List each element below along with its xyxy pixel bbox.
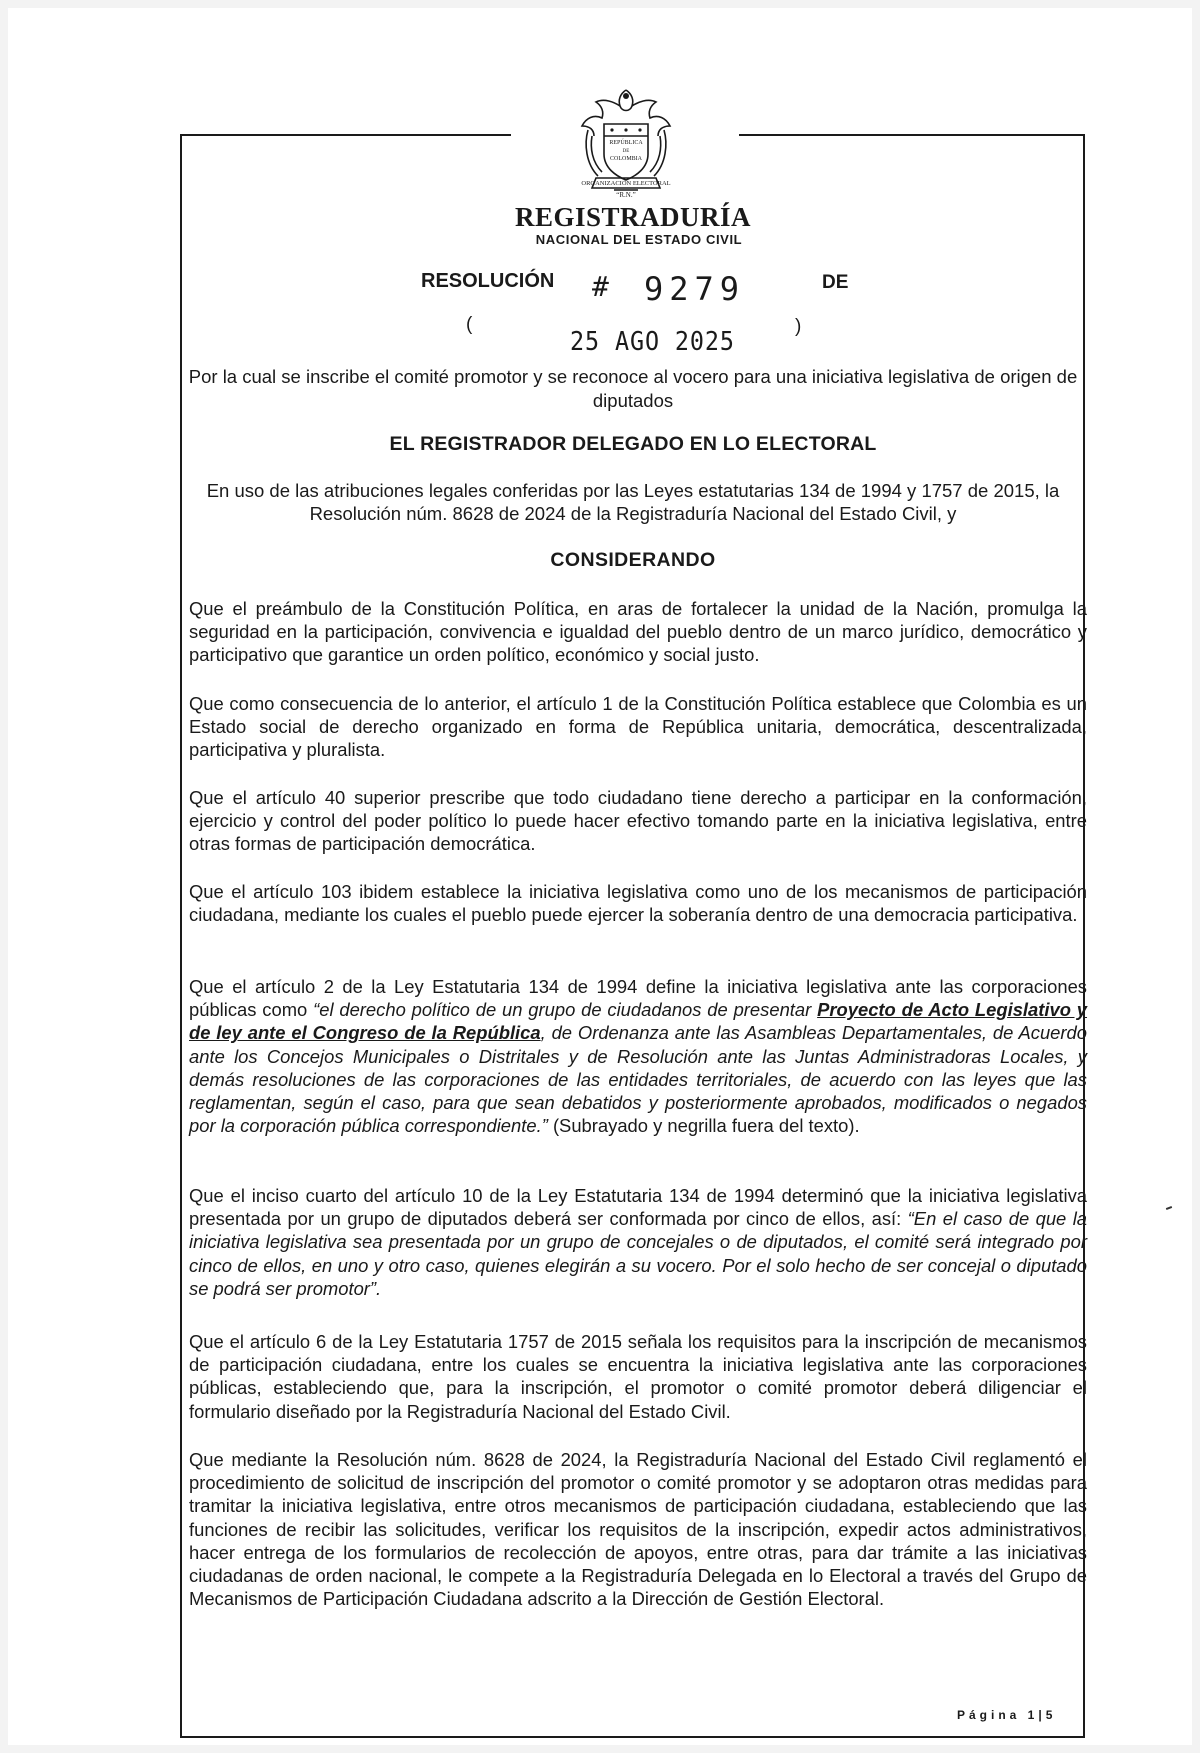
margin-mark [1166,1206,1172,1210]
paragraph-resolution-8628: Que mediante la Resolución núm. 8628 de 2024, la Registraduría Nacional del Estado Civil reglamentó el procedimiento de solicitud de inscripción del promotor o comité promotor y se adoptaron otras medidas para tramitar la iniciativa legislativa, entre otros mecanismos de participación ciudadana, estableciendo que las funciones de recibir las solicitudes, verificar los requisitos de la inscripción, expedir actos administrativos, hacer entrega de los formularios de recolección de apoyos, entre otras, para dar trámite a las iniciativas ciudadanas de orden nacional, le compete a la Registraduría Delegada en lo Electoral a través del Grupo de Mecanismos de Participación Ciudadana adscrito a la Dirección de Gestión Electoral. [189,1449,1087,1610]
document-page [8,8,1192,1745]
date-paren-close: ) [795,316,802,337]
paragraph-law-134-article-10 [189,1184,1087,1300]
resolution-de: DE [822,272,849,293]
p5-intro: Que el artículo 2 de la Ley Estatutaria 134 de 1994 define la iniciativa legislativa ante las corporaciones públicas como [189,976,1087,1021]
legal-attributions: En uso de las atribuciones legales conferidas por las Leyes estatutarias 134 de 1994 y 1757 de 2015, la Resolución núm. 8628 de 2024 de la Registraduría Nacional del Estado Civil, y [206,480,1060,524]
date-paren-open: ( [466,314,473,335]
issuing-authority: EL REGISTRADOR DELEGADO EN LO ELECTORAL [389,433,877,455]
p6-intro: Que el inciso cuarto del artículo 10 de la Ley Estatutaria 134 de 1994 determinó que la iniciativa legislativa presentada por un grupo de diputados deberá ser conformada por cinco de ellos, así: [189,1185,1087,1230]
svg-text:DE: DE [622,149,630,154]
paragraph-article-1: Que como consecuencia de lo anterior, el artículo 1 de la Constitución Política establece que Colombia es un Estado social de derecho organizado en forma de República unitaria, democrática, descentralizada, participativa y pluralista. [189,693,1087,761]
paragraph-article-103: Que el artículo 103 ibidem establece la iniciativa legislativa como uno de los mecanismos de participación ciudadana, mediante los cuales el pueblo puede ejercer la soberanía dentro de una democracia participativa. [189,881,1087,926]
resolution-subject: Por la cual se inscribe el comité promotor y se reconoce al vocero para una iniciativa legislativa de origen de diputados [188,366,1078,411]
p6-quote: “En el caso de que la iniciativa legislativa sea presentada por un grupo de concejales o de diputados, el comité será integrado por cinco de ellos, en uno y otro caso, quienes elegirán a su vocero. Por el solo hecho de ser concejal o diputado se podrá ser promotor”. [189,1208,1088,1299]
p5-quote-emphasis: Proyecto de Acto Legislativo y de ley ante el Congreso de la República [189,999,1088,1044]
p5-quote-end: , de Ordenanza ante las Asambleas Departamentales, de Acuerdo ante los Concejos Municipales o Distritales y de Resolución ante las Juntas Administradoras Locales, y demás resoluciones de las corporaciones de las entidades territoriales, de acuerdo con las leyes que las reglamentan, según el caso, para que sean debatidos y posteriormente aprobados, modificados o negados por la corporación pública correspondiente.” [189,1022,1087,1137]
p5-quote-start: “el derecho político de un grupo de ciudadanos de presentar [313,999,818,1021]
coat-of-arms-seal-icon [574,84,678,202]
resolution-label: RESOLUCIÓN [421,270,555,292]
issuer-brand [428,202,838,248]
p5-note: (Subrayado y negrilla fuera del texto). [547,1115,860,1137]
svg-text:REPÚBLICA: REPÚBLICA [609,140,643,146]
svg-text:“R.N.”: “R.N.” [616,191,636,199]
resolution-number: 9279 [644,270,746,308]
brand-subtitle: NACIONAL DEL ESTADO CIVIL [535,232,743,247]
paragraph-preamble: Que el preámbulo de la Constitución Política, en aras de fortalecer la unidad de la Nación, promulga la seguridad en la participación, convivencia e igualdad del pueblo dentro de un marco jurídico, democrático y participativo que garantice un orden político, económico y social justo. [189,598,1087,666]
brand-name: REGISTRADURÍA [514,202,752,232]
svg-text:COLOMBIA: COLOMBIA [609,156,643,162]
section-heading-considerando: CONSIDERANDO [550,549,716,571]
resolution-hash: # [592,270,609,303]
paragraph-law-134-article-2 [189,975,1087,1137]
page-number: Página 1|5 [957,1708,1057,1722]
resolution-date-stamp: 25 AGO 2025 [570,327,735,357]
paragraph-law-1757-article-6: Que el artículo 6 de la Ley Estatutaria 1757 de 2015 señala los requisitos para la inscripción de mecanismos de participación ciudadana, entre los cuales se encuentra la iniciativa legislativa ante las corporaciones públicas, estableciendo que, para la inscripción, el promotor o comité promotor deberá diligenciar el formulario diseñado por la Registraduría Nacional del Estado Civil. [189,1331,1087,1422]
svg-text:ORGANIZACIÓN ELECTORAL: ORGANIZACIÓN ELECTORAL [581,180,671,187]
paragraph-article-40: Que el artículo 40 superior prescribe que todo ciudadano tiene derecho a participar en la conformación, ejercicio y control del poder político lo puede hacer efectivo tomando parte en la iniciativa legislativa, entre otras formas de participación democrática. [189,787,1087,855]
